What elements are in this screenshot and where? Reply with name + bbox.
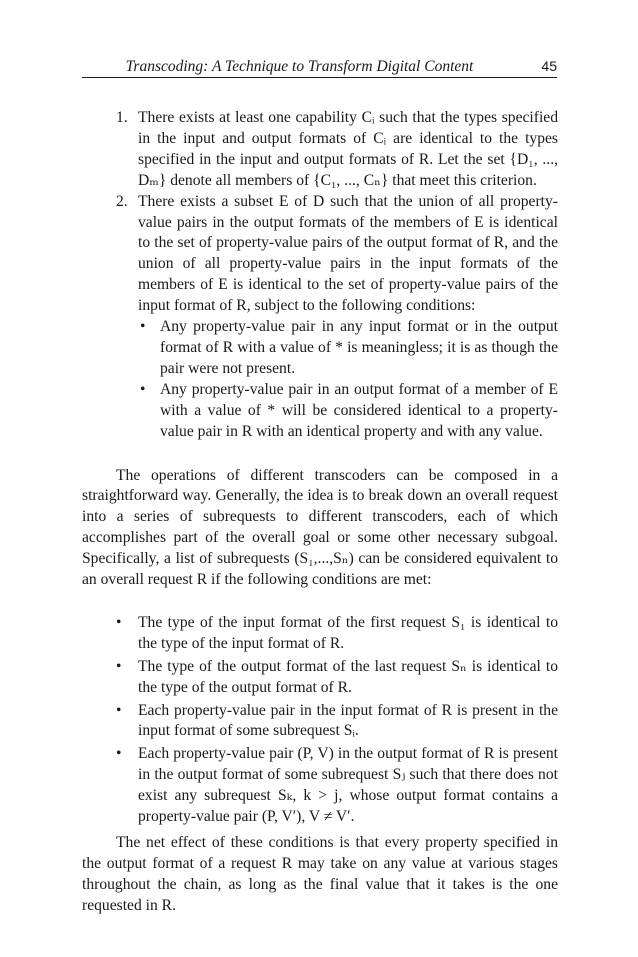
bullet-icon: • [140, 318, 146, 336]
bullet-icon: • [140, 380, 146, 398]
sub-bullet-list [138, 317, 558, 442]
bullet-icon: • [116, 701, 122, 719]
paragraph: The net effect of these conditions is that every property specified in the output format of a request R may take on any value at various stages throughout the chain, as long as the final value that it takes is the one requested in R. [82, 834, 558, 914]
item-number: 1. [116, 109, 128, 126]
paragraph: The operations of different transcoders can be composed in a straightforward way. Generally, the idea is to break down an overall request into a series of subrequests to different transcoders, each of which accomplishes part of the overall goal or some other necessary subgoal. Specifically, a list of subrequests (S₁,...,Sₙ) can be considered equivalent to an overall request R if the following conditions are met: [82, 466, 558, 589]
bullet-item [82, 744, 558, 828]
bullet-text: The type of the input format of the first request S₁ is identical to the type of the input format of R. [138, 613, 558, 652]
running-header [82, 52, 557, 78]
page-number: 45 [541, 58, 557, 74]
header-rule [82, 77, 557, 78]
running-title: Transcoding: A Technique to Transform Digital Content [125, 58, 474, 75]
bullet-text: The type of the output format of the last request Sₙ is identical to the type of the output format of R. [138, 657, 558, 696]
bullet-list [82, 613, 558, 828]
bullet-icon: • [116, 745, 122, 763]
bullet-text: Each property-value pair in the input format of R is present in the input format of some subrequest Sᵢ. [138, 701, 558, 740]
bullet-icon: • [116, 657, 122, 675]
sub-bullet-text: Any property-value pair in any input format or in the output format of R with a value of * is meaningless; it is as though the pair were not present. [160, 318, 558, 377]
bullet-icon: • [116, 613, 122, 631]
item-text: There exists a subset E of D such that the union of all property-value pairs in the output formats of the members of E is identical to the set of property-value pairs of the output format of R, and the union of all property-value pairs in the input formats of the members of E is identical to the set of property-value pairs of the input format of R, subject to the following conditions: [138, 192, 558, 315]
item-text: There exists at least one capability Cᵢ such that the types specified in the input and output formats of Cᵢ are identical to the types specified in the input and output formats of R. Let the set {D₁, ..., Dₘ} denote all members of {C₁, ..., Cₙ} that meet this criterion. [138, 109, 558, 189]
bullet-text: Each property-value pair (P, V) in the output format of R is present in the output format of some subrequest Sⱼ such that there does not exist any subrequest Sₖ, k > j, whose output format contains a property-value pair (P, V′), V ≠ V′. [138, 745, 558, 826]
sub-bullet-text: Any property-value pair in an output format of a member of E with a value of * will be considered identical to a property-value pair in R with an identical property and with any value. [160, 380, 558, 440]
body-text [82, 108, 558, 917]
bullet-item [82, 613, 558, 655]
condition-item [82, 192, 558, 443]
sub-bullet-item [138, 317, 558, 380]
item-number: 2. [116, 192, 128, 210]
condition-list [82, 108, 558, 443]
condition-item [82, 108, 558, 192]
bullet-item [82, 657, 558, 699]
bullet-item [82, 701, 558, 743]
sub-bullet-item [138, 380, 558, 443]
